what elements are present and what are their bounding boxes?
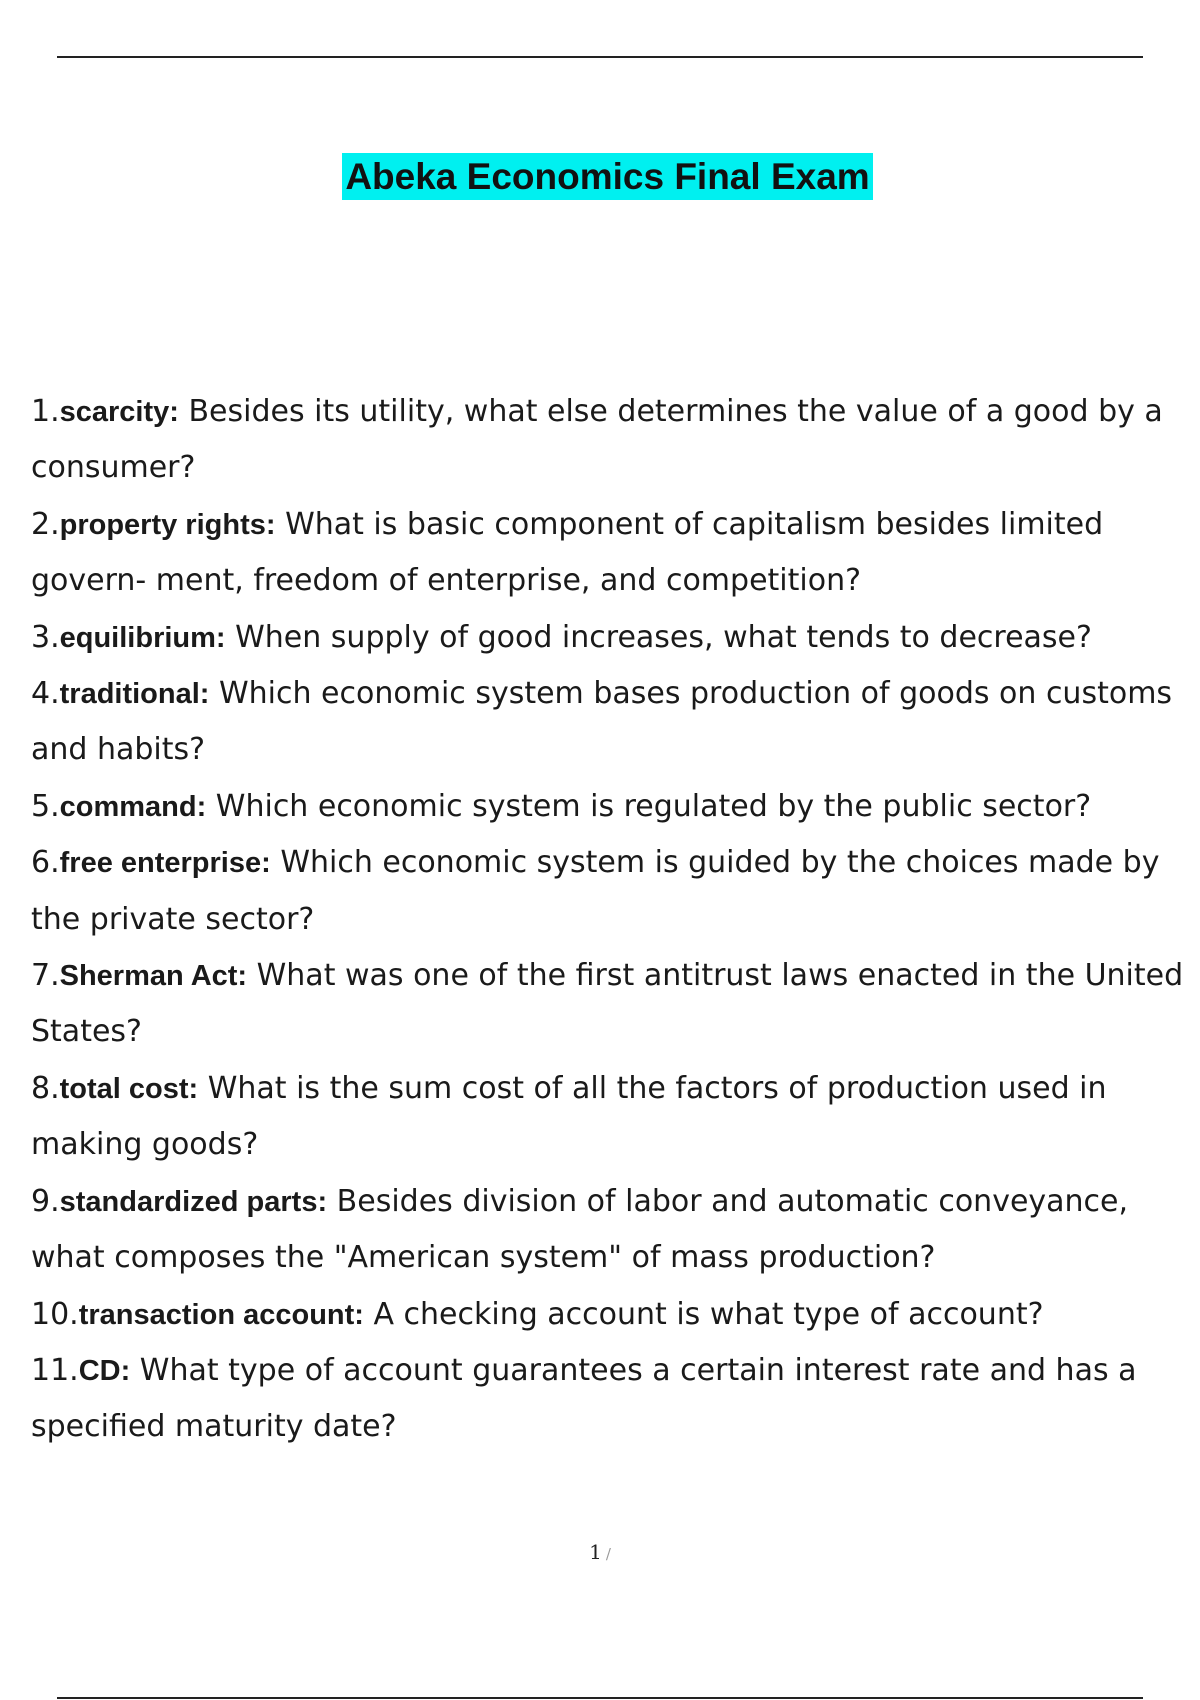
question-text: Which economic system bases production of goods on customs and habits? (31, 676, 1173, 768)
header-rule (57, 56, 1143, 58)
footer-rule (57, 1697, 1143, 1699)
question-item (31, 1287, 1196, 1343)
question-term: traditional: (59, 678, 210, 711)
question-item (31, 384, 1196, 497)
question-number: 8. (31, 1070, 60, 1106)
question-term: transaction account: (78, 1298, 364, 1331)
page-number-suffix: / (605, 1545, 611, 1563)
question-number: 4. (31, 676, 60, 712)
question-text: What type of account guarantees a certain interest rate and has a specified maturity date? (31, 1352, 1137, 1445)
question-term: command: (59, 790, 207, 823)
question-number: 10. (31, 1296, 79, 1332)
title-container (0, 153, 1200, 200)
question-number: 1. (31, 394, 60, 429)
question-term: CD: (78, 1354, 131, 1387)
question-text: What was one of the first antitrust laws enacted in the United States? (31, 958, 1184, 1050)
question-term: equilibrium: (59, 621, 226, 654)
page-number-value: 1 (589, 1540, 602, 1564)
question-text: Which economic system is regulated by the public sector? (206, 788, 1092, 824)
question-item (31, 1174, 1196, 1287)
question-item (31, 779, 1196, 835)
question-item (31, 610, 1196, 666)
question-item (31, 1061, 1196, 1174)
question-term: total cost: (59, 1072, 199, 1105)
question-number: 11. (31, 1352, 79, 1388)
question-list (31, 384, 1196, 1456)
question-term: free enterprise: (59, 847, 271, 880)
question-item (31, 948, 1196, 1061)
question-number: 9. (31, 1183, 60, 1219)
question-text: When supply of good increases, what tends to decrease? (225, 619, 1092, 655)
page-number (0, 1540, 1200, 1564)
question-text: Which economic system is guided by the choices made by the private sector? (31, 845, 1160, 937)
question-item (31, 497, 1196, 610)
question-item (31, 835, 1196, 948)
question-text: Besides its utility, what else determines the value of a good by a consumer? (31, 394, 1163, 486)
question-text: A checking account is what type of account? (363, 1296, 1044, 1332)
question-text: What is basic component of capitalism besides limited govern- ment, freedom of enterprise, and competition? (31, 506, 1104, 599)
question-number: 2. (31, 506, 60, 542)
question-number: 5. (31, 788, 60, 824)
question-number: 6. (31, 845, 60, 881)
question-term: Sherman Act: (59, 960, 248, 993)
question-text: Besides division of labor and automatic conveyance, what composes the "American system" of mass production? (31, 1183, 1129, 1276)
question-term: standardized parts: (59, 1185, 328, 1218)
question-item (31, 666, 1196, 779)
document-title: Abeka Economics Final Exam (342, 153, 872, 200)
question-term: scarcity: (59, 396, 179, 428)
question-item (31, 1343, 1196, 1456)
question-text: What is the sum cost of all the factors of production used in making goods? (31, 1070, 1107, 1163)
question-term: property rights: (59, 508, 276, 541)
question-number: 7. (31, 958, 60, 994)
question-number: 3. (31, 619, 60, 655)
